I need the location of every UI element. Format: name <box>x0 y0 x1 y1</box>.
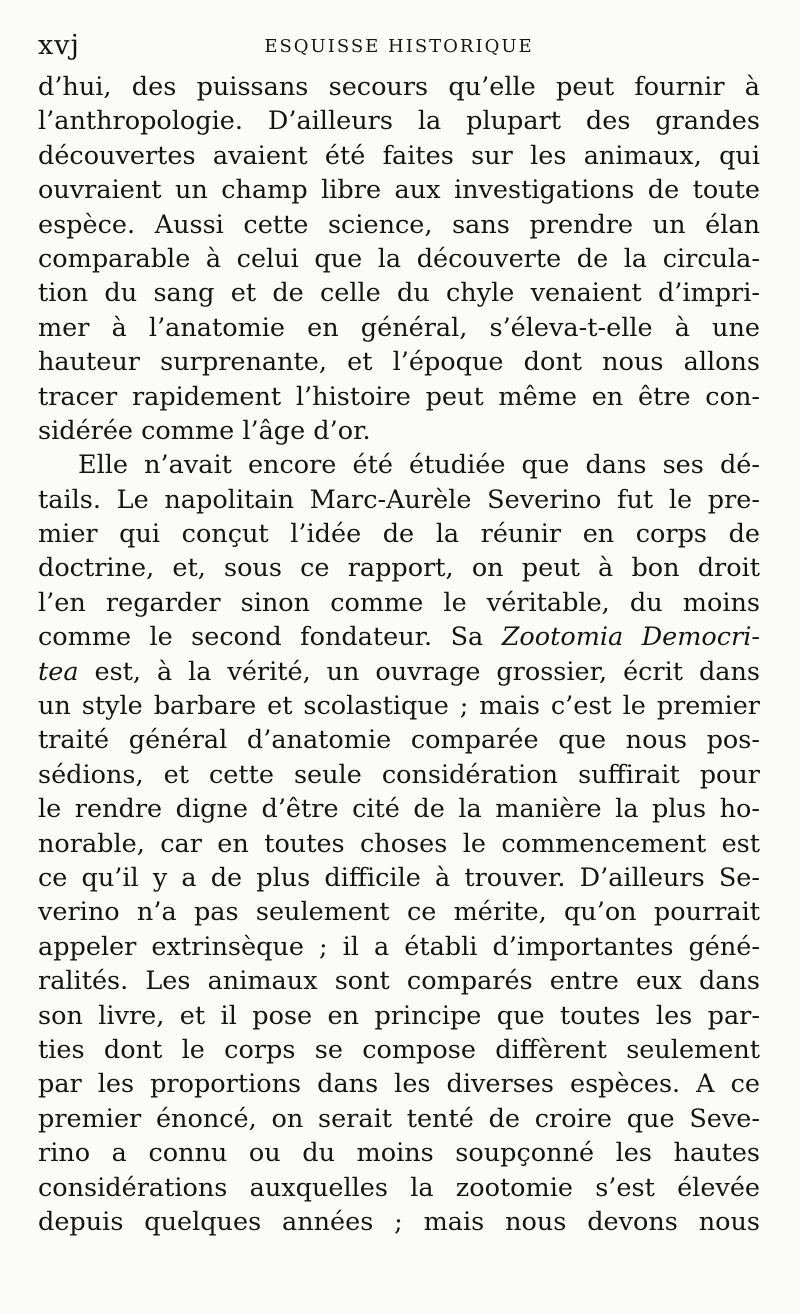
page-number: xvj <box>38 30 80 61</box>
text-line: son livre, et il pose en principe que toutes les par- <box>38 1000 760 1031</box>
text-line: un style barbare et scolastique ; mais c’est le premier <box>38 691 760 722</box>
text-line: norable, car en toutes choses le commencement est <box>38 828 760 859</box>
book-title-italic: Zootomia Democri- <box>501 622 761 653</box>
text-line: ties dont le corps se compose diffèrent seulement <box>38 1034 760 1065</box>
text-line: traité général d’anatomie comparée que nous pos- <box>38 725 760 756</box>
text-line: l’en regarder sinon comme le véritable, du moins <box>38 587 760 618</box>
running-title: ESQUISSE HISTORIQUE <box>264 36 534 57</box>
text-line <box>38 655 760 689</box>
text-line: appeler extrinsèque ; il a établi d’importantes géné- <box>38 931 760 962</box>
text-line: tracer rapidement l’histoire peut même en être con- <box>38 381 760 412</box>
body-text <box>38 70 760 1239</box>
text-line: mier qui conçut l’idée de la réunir en corps de <box>38 519 760 550</box>
text-line: verino n’a pas seulement ce mérite, qu’on pourrait <box>38 897 760 928</box>
text-line: sidérée comme l’âge d’or. <box>38 415 371 446</box>
text-line: mer à l’anatomie en général, s’éleva-t-elle à une <box>38 312 760 343</box>
text-line <box>38 620 760 654</box>
text-run: comme le second fondateur. Sa <box>38 622 484 653</box>
text-line: ce qu’il y a de plus difficile à trouver. D’ailleurs Se- <box>38 862 760 893</box>
text-line: sédions, et cette seule considération suffirait pour <box>38 759 760 790</box>
text-line: hauteur surprenante, et l’époque dont nous allons <box>38 347 760 378</box>
text-line: découvertes avaient été faites sur les animaux, qui <box>38 140 760 171</box>
book-title-italic: tea <box>38 656 79 687</box>
running-head <box>38 30 760 66</box>
text-line: l’anthropologie. D’ailleurs la plupart des grandes <box>38 106 760 137</box>
text-line: premier énoncé, on serait tenté de croire que Seve- <box>38 1103 760 1134</box>
text-line: tails. Le napolitain Marc-Aurèle Severino fut le pre- <box>38 484 760 515</box>
text-line: considérations auxquelles la zootomie s’est élevée <box>38 1172 760 1203</box>
text-line: tion du sang et de celle du chyle venaient d’impri- <box>38 278 760 309</box>
text-line: doctrine, et, sous ce rapport, on peut à bon droit <box>38 553 760 584</box>
text-line: d’hui, des puissans secours qu’elle peut fournir à <box>38 72 760 102</box>
text-line: Elle n’avait encore été étudiée que dans ses dé- <box>78 450 760 481</box>
text-line: depuis quelques années ; mais nous devons nous <box>38 1206 760 1237</box>
text-line: comparable à celui que la découverte de la circula- <box>38 243 760 274</box>
text-line: espèce. Aussi cette science, sans prendre un élan <box>38 209 760 240</box>
text-line: rino a connu ou du moins soupçonné les hautes <box>38 1138 760 1169</box>
text-line: le rendre digne d’être cité de la manière la plus ho- <box>38 794 760 825</box>
text-line: ralités. Les animaux sont comparés entre eux dans <box>38 966 760 997</box>
text-line: par les proportions dans les diverses espèces. A ce <box>38 1069 760 1100</box>
text-run: est, à la vérité, un ouvrage grossier, écrit dans <box>94 656 761 687</box>
text-line: ouvraient un champ libre aux investigations de toute <box>38 175 760 206</box>
